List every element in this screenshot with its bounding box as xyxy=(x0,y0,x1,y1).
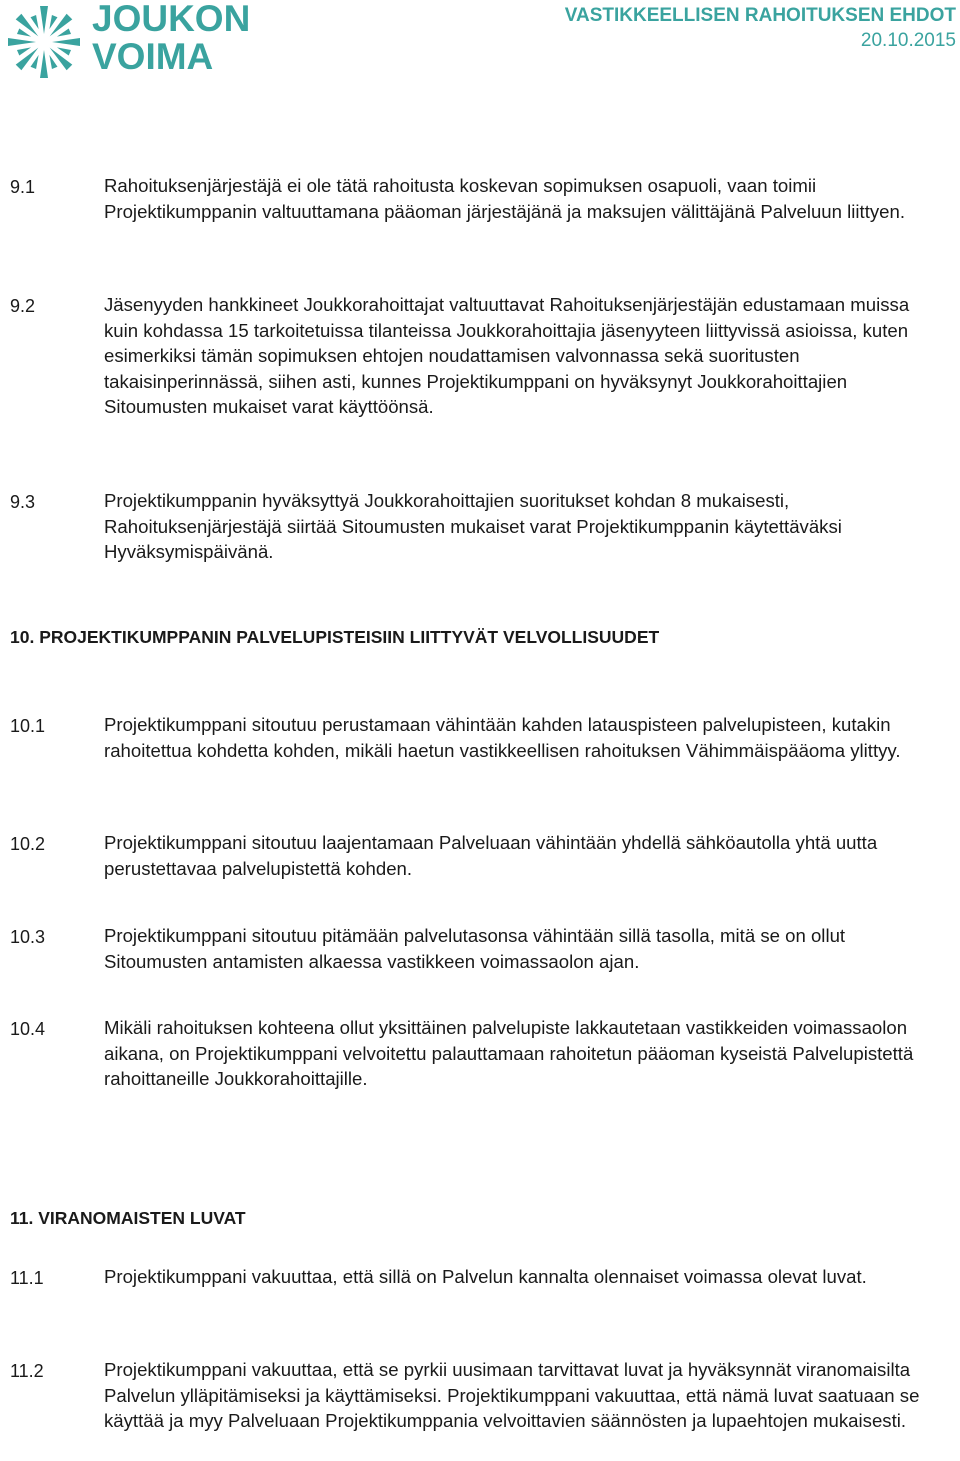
clause-number: 10.2 xyxy=(10,834,46,854)
clause-number: 10.1 xyxy=(10,716,46,736)
clause-text: Projektikumppani sitoutuu pitämään palvelutasonsa vähintään sillä tasolla, mitä se on ollut Sitoumusten antamisten alkaessa vastikkeen voimassaolon ajan. xyxy=(104,925,846,972)
clause-text: Projektikumppani sitoutuu laajentamaan Palveluaan vähintään yhdellä sähköautolla yhtä uutta perustettavaa palvelupistettä kohden. xyxy=(104,832,878,879)
clause-number: 9.3 xyxy=(10,492,36,512)
joukon-voima-logo xyxy=(4,2,264,82)
clause-number: 10.4 xyxy=(10,1019,46,1039)
starburst-logo-icon xyxy=(4,2,84,82)
clause-number: 11.1 xyxy=(10,1268,44,1288)
logo-line-1: JOUKON xyxy=(92,0,251,39)
clause-text: Projektikumppani vakuuttaa, että sillä on Palvelun kannalta olennaiset voimassa olevat luvat. xyxy=(104,1266,867,1287)
clause-text: Jäsenyyden hankkineet Joukkorahoittajat valtuuttavat Rahoituksenjärjestäjän edustamaan muissa kuin kohdassa 15 tarkoitetuissa tilanteissa Joukkorahoittajia jäsenyyteen liittyvissä asioissa, kuten esimerkiksi tämän sopimuksen ehtojen noudattamisen valvonnassa sekä suoritusten takaisinperinnässä, siihen asti, kunnes Projektikumppani on hyväksynyt Joukkorahoittajien Sitoumusten mukaiset varat käyttöönsä. xyxy=(104,294,910,418)
logo-line-2: VOIMA xyxy=(92,36,214,77)
clause-number: 10.3 xyxy=(10,927,46,947)
clause-text: Projektikumppanin hyväksyttyä Joukkorahoittajien suoritukset kohdan 8 mukaisesti, Rahoituksenjärjestäjä siirtää Sitoumusten mukaiset varat Projektikumppanin käytettäväksi Hyväksymispäivänä. xyxy=(104,490,842,563)
clause-text: Rahoituksenjärjestäjä ei ole tätä rahoitusta koskevan sopimuksen osapuoli, vaan toimii Projektikumppanin valtuuttamana pääoman järjestäjänä ja maksujen välittäjänä Palveluun liittyen. xyxy=(104,175,906,222)
logo-wordmark xyxy=(92,0,267,76)
clause-number: 11.2 xyxy=(10,1361,44,1381)
section-heading-10: 10. PROJEKTIKUMPPANIN PALVELUPISTEISIIN LIITTYVÄT VELVOLLISUUDET xyxy=(10,627,660,647)
clause-number: 9.1 xyxy=(10,177,36,197)
section-heading-11: 11. VIRANOMAISTEN LUVAT xyxy=(10,1208,246,1228)
clause-text: Projektikumppani vakuuttaa, että se pyrkii uusimaan tarvittavat luvat ja hyväksynnät viranomaisilta Palvelun ylläpitämiseksi ja käyttämiseksi. Projektikumppani vakuuttaa, että nämä luvat saatuaan se käyttää ja myy Palveluaan Projektikumppania velvoittavien säännösten ja lupaehtojen mukaisesti. xyxy=(104,1359,920,1432)
clause-text: Projektikumppani sitoutuu perustamaan vähintään kahden latauspisteen palvelupisteen, kutakin rahoitettua kohdetta kohden, mikäli haetun vastikkeellisen rahoituksen Vähimmäispääoma ylittyy. xyxy=(104,714,901,761)
clause-text: Mikäli rahoituksen kohteena ollut yksittäinen palvelupiste lakkautetaan vastikkeiden voimassaolon aikana, on Projektikumppani velvoitettu palauttamaan rahoitetun pääoman kyseistä Palvelupistettä rahoittaneille Joukkorahoittajille. xyxy=(104,1017,914,1090)
document-title: VASTIKKEELLISEN RAHOITUKSEN EHDOT xyxy=(564,5,956,26)
clause-number: 9.2 xyxy=(10,296,36,316)
document-header xyxy=(565,4,956,54)
document-date: 20.10.2015 xyxy=(860,30,956,51)
